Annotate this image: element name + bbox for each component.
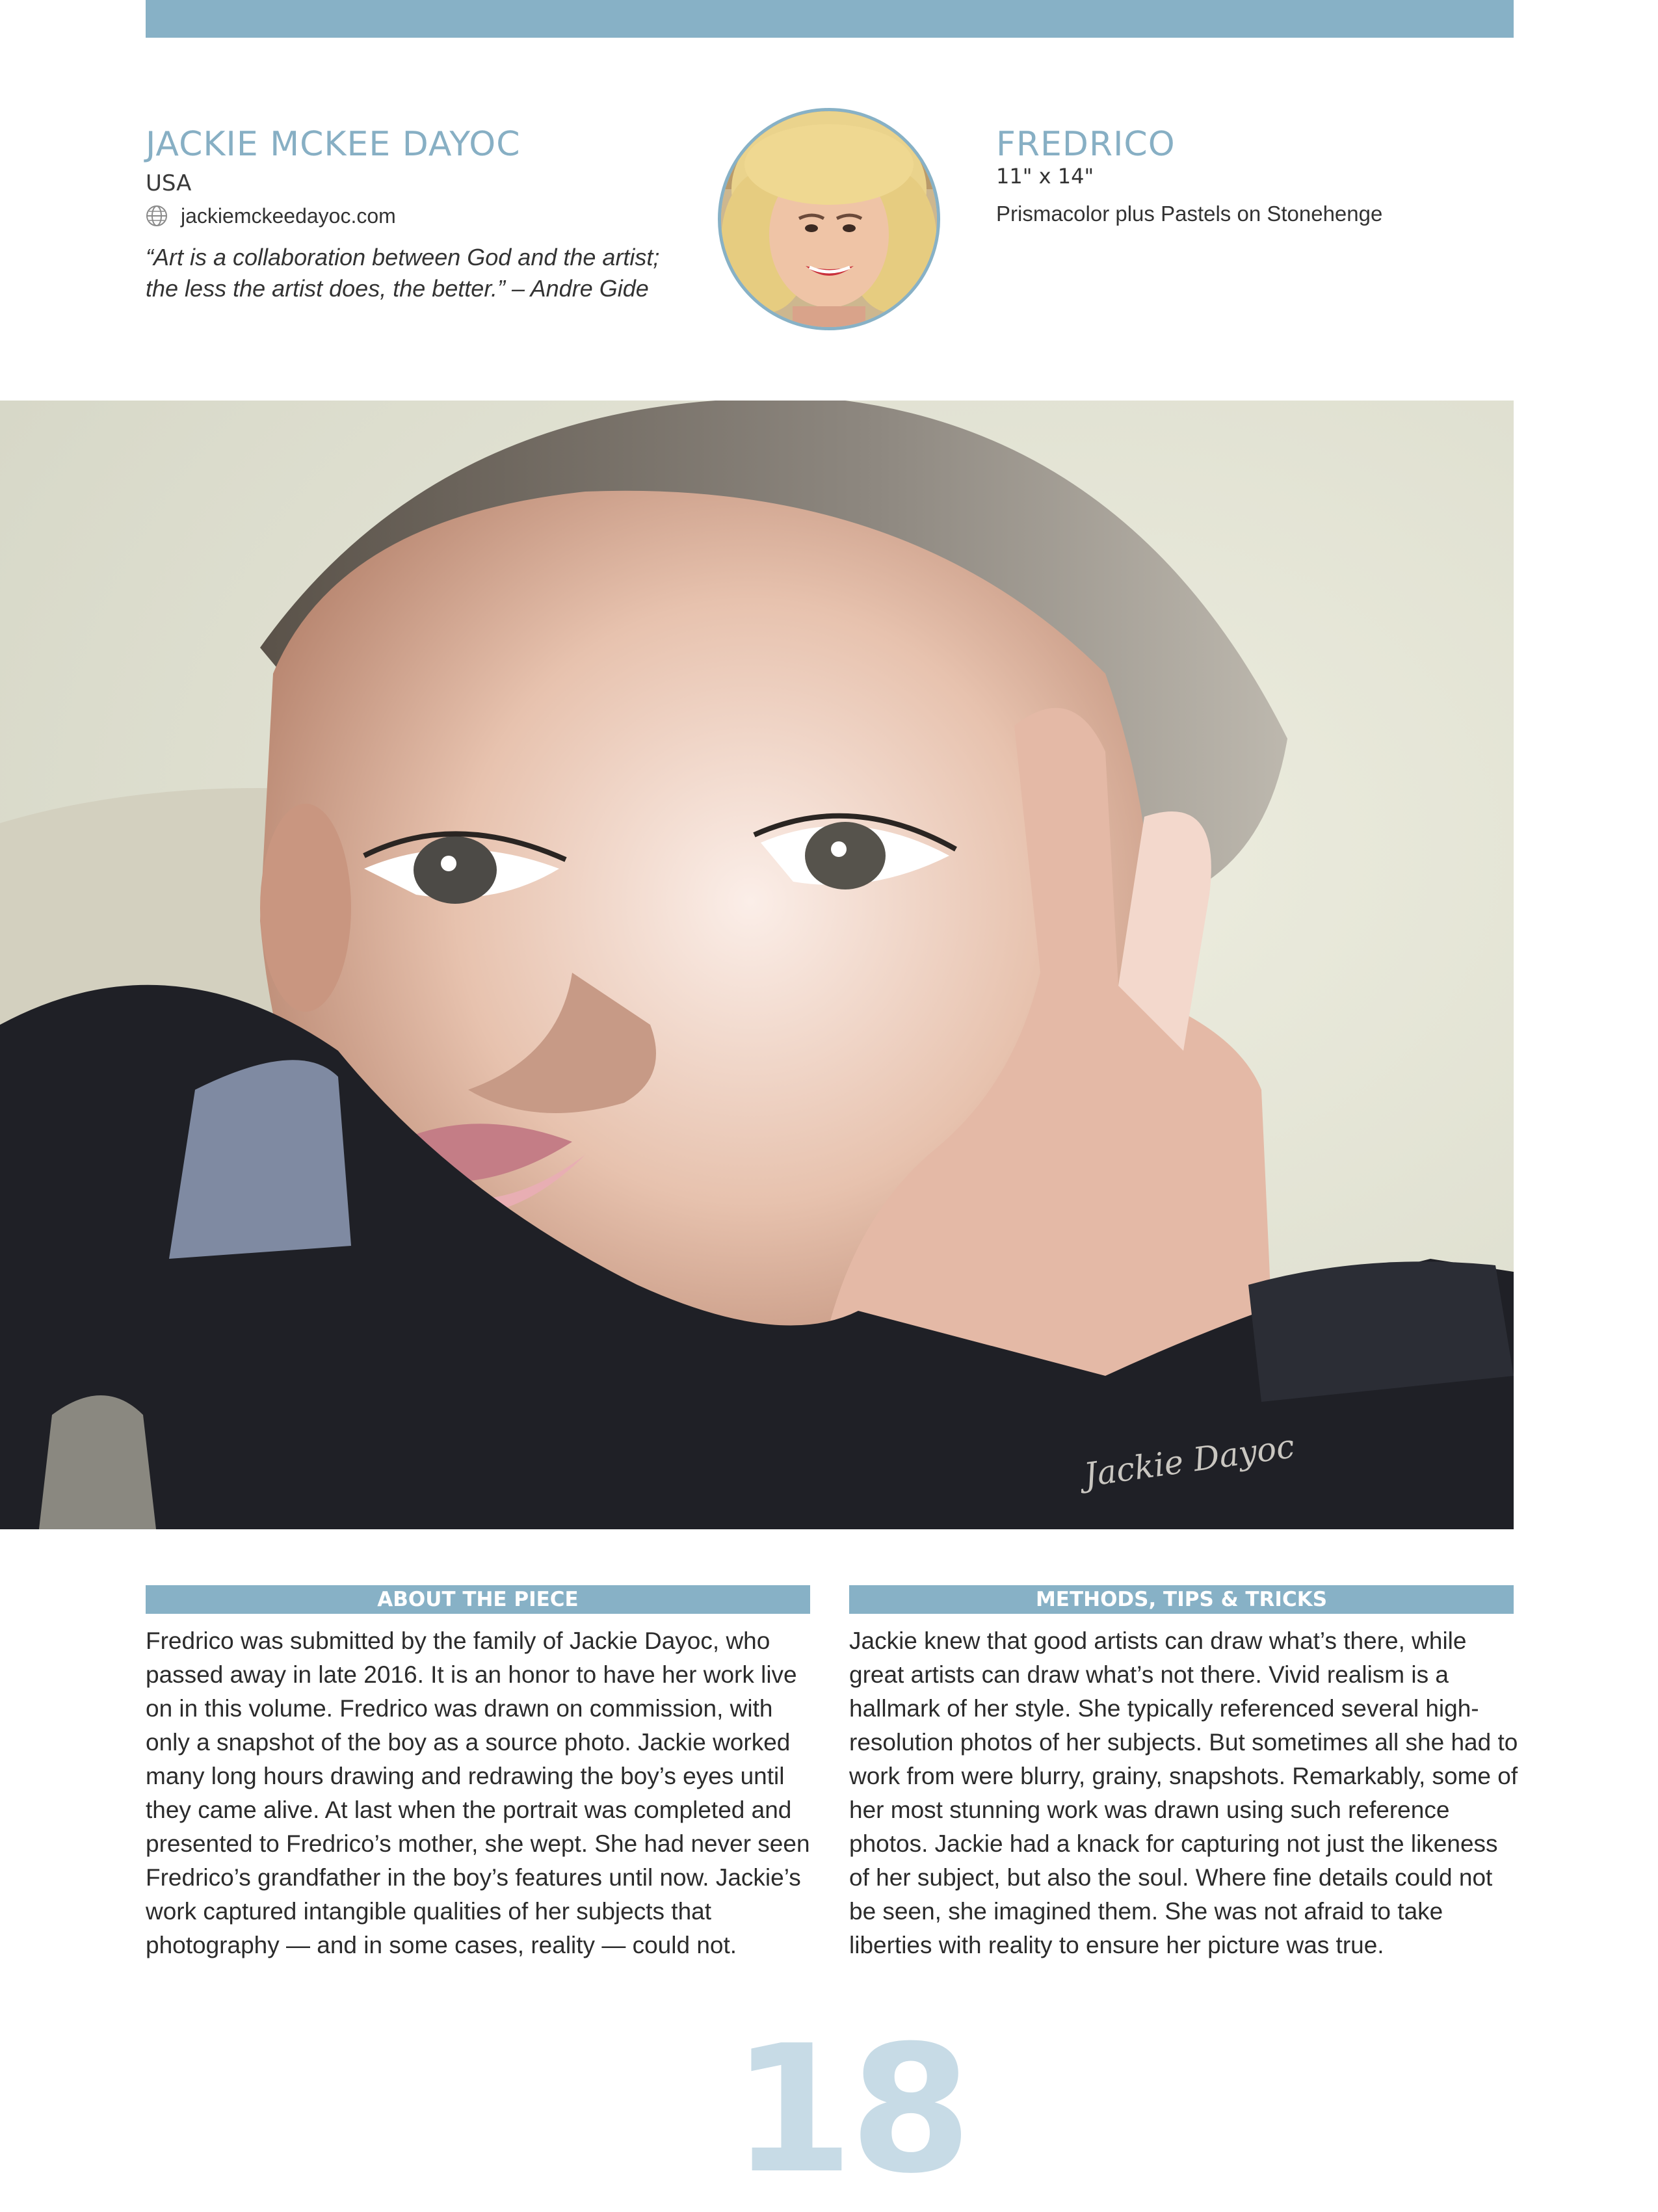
portrait-artwork bbox=[0, 401, 1514, 1529]
methods-text: Jackie knew that good artists can draw what’s there, while great artists can draw what’s not there. Vivid realism is a hallmark of her style. She typically referenced several high-resolution photos of her subjects. But sometimes all she had to work from were blurry, grainy, snapshots. Remarkably, some of her most stunning work was drawn using such reference photos. Jackie had a knack for capturing not just the likeness of her subject, but also the soul. Where fine details could not be seen, she imagined them. She was not afraid to take liberties with reality to ensure her picture was true. bbox=[849, 1627, 1518, 1958]
about-heading: ABOUT THE PIECE bbox=[146, 1585, 810, 1614]
quote-line-2: the less the artist does, the better.” – Andre Gide bbox=[146, 275, 649, 302]
quote-line-1: “Art is a collaboration between God and the artist; bbox=[146, 244, 660, 270]
piece-size: 11" x 14" bbox=[996, 164, 1094, 189]
piece-title: FREDRICO bbox=[996, 125, 1176, 164]
header-accent-bar bbox=[146, 0, 1514, 38]
website-row[interactable] bbox=[146, 202, 396, 230]
globe-icon bbox=[146, 205, 168, 227]
signature-text: Jackie Dayoc bbox=[1081, 1427, 1297, 1494]
artist-name: JACKIE MCKEE DAYOC bbox=[146, 125, 521, 164]
page-number: 18 bbox=[731, 2007, 968, 2212]
artist-website-link[interactable]: jackiemckeedayoc.com bbox=[181, 204, 396, 228]
artist-quote bbox=[146, 242, 731, 304]
artist-country: USA bbox=[146, 170, 192, 196]
methods-heading: METHODS, TIPS & TRICKS bbox=[849, 1585, 1514, 1614]
piece-medium: Prismacolor plus Pastels on Stonehenge bbox=[996, 202, 1383, 226]
artwork-image bbox=[0, 401, 1514, 1529]
artist-portrait-photo bbox=[721, 111, 937, 327]
artist-avatar bbox=[718, 108, 940, 330]
about-text: Fredrico was submitted by the family of Jackie Dayoc, who passed away in late 2016. It is an honor to have her work live on in this volume. Fredrico was drawn on commission, with only a snapshot of the boy as a source photo. Jackie worked many long hours drawing and redrawing the boy’s eyes until they came alive. At last when the portrait was completed and presented to Fredrico’s mother, she wept. She had never seen Fredrico’s grandfather in the boy’s features until now. Jackie’s work captured intangible qualities of her subjects that photography — and in some cases, reality — could not. bbox=[146, 1627, 810, 1958]
